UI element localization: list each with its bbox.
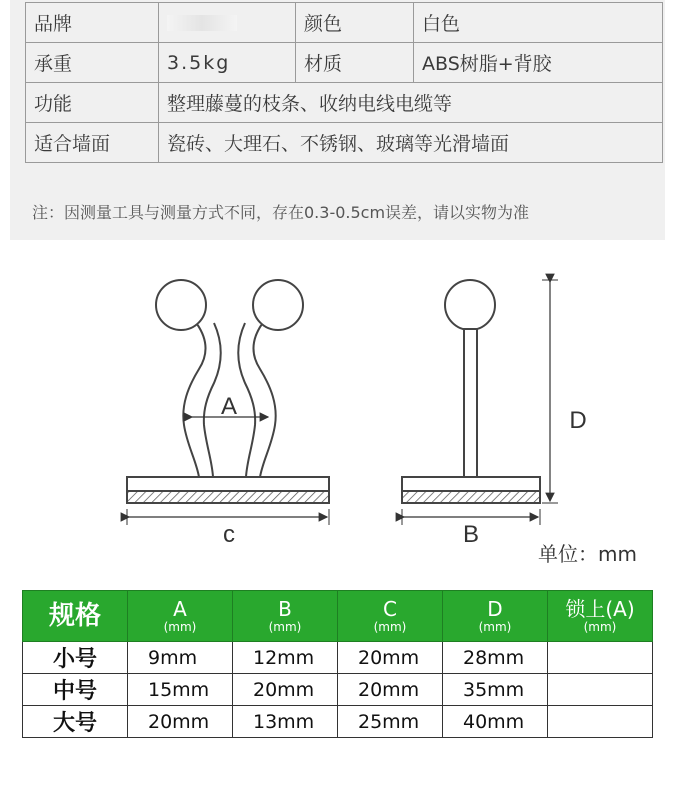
spec-row-load (26, 43, 663, 83)
row-size-name: 小号 (23, 642, 128, 674)
left-arm (183, 323, 220, 477)
disclaimer-note: 注：因测量工具与测量方式不同，存在0.3-0.5cm误差，请以实物为准 (32, 203, 530, 222)
cell-lock (548, 706, 653, 738)
right-arm (238, 323, 275, 477)
header-b: B (mm) (233, 591, 338, 642)
info-panel (10, 0, 665, 240)
spec-row-brand (26, 3, 663, 43)
blurred-brand (167, 15, 237, 31)
cell-lock (548, 674, 653, 706)
spec-value (159, 3, 296, 43)
size-table (22, 590, 653, 738)
cell-b: 20mm (233, 674, 338, 706)
header-spec: 规格 (23, 591, 128, 642)
side-view (402, 280, 587, 548)
cell-a: 20mm (128, 706, 233, 738)
spec-value: 3.5kg (159, 43, 296, 83)
spec-row-function (26, 83, 663, 123)
header-a: A (mm) (128, 591, 233, 642)
cell-b: 12mm (233, 642, 338, 674)
spec-value: 白色 (414, 3, 663, 43)
spec-label: 功能 (26, 83, 159, 123)
spec-value: 整理藤蔓的枝条、收纳电线电缆等 (159, 83, 663, 123)
cell-a: 15mm (128, 674, 233, 706)
table-row (23, 642, 653, 674)
spec-value: ABS树脂+背胶 (414, 43, 663, 83)
cell-d: 35mm (443, 674, 548, 706)
spec-value: 瓷砖、大理石、不锈钢、玻璃等光滑墙面 (159, 123, 663, 163)
spec-label: 材质 (296, 43, 414, 83)
side-knob (445, 280, 495, 330)
side-adhesive (402, 491, 540, 503)
front-base (127, 477, 329, 491)
row-size-name: 大号 (23, 706, 128, 738)
spec-label: 适合墙面 (26, 123, 159, 163)
spec-label: 颜色 (296, 3, 414, 43)
header-d: D (mm) (443, 591, 548, 642)
table-row (23, 706, 653, 738)
cell-a: 9mm (128, 642, 233, 674)
cell-d: 28mm (443, 642, 548, 674)
unit-label: 单位：mm (538, 542, 637, 566)
cell-d: 40mm (443, 706, 548, 738)
cell-b: 13mm (233, 706, 338, 738)
cell-c: 25mm (338, 706, 443, 738)
header-lock: 锁上(A) (mm) (548, 591, 653, 642)
cell-lock (548, 642, 653, 674)
spec-row-surface (26, 123, 663, 163)
cell-c: 20mm (338, 674, 443, 706)
spec-table (25, 2, 663, 163)
left-knob (156, 280, 206, 330)
dimension-d-label: D (569, 407, 587, 434)
spec-label: 品牌 (26, 3, 159, 43)
side-stem (464, 329, 477, 477)
row-size-name: 中号 (23, 674, 128, 706)
dimension-b-label: B (462, 521, 480, 548)
right-knob (253, 280, 303, 330)
dimension-c-label: c (223, 521, 235, 548)
front-view (127, 280, 329, 548)
header-c: C (mm) (338, 591, 443, 642)
spec-label: 承重 (26, 43, 159, 83)
cell-c: 20mm (338, 642, 443, 674)
size-table-header (23, 591, 653, 642)
dimension-a-label: A (220, 393, 238, 420)
front-adhesive (127, 491, 329, 503)
dimension-diagram (0, 255, 675, 555)
table-row (23, 674, 653, 706)
side-base (402, 477, 540, 491)
